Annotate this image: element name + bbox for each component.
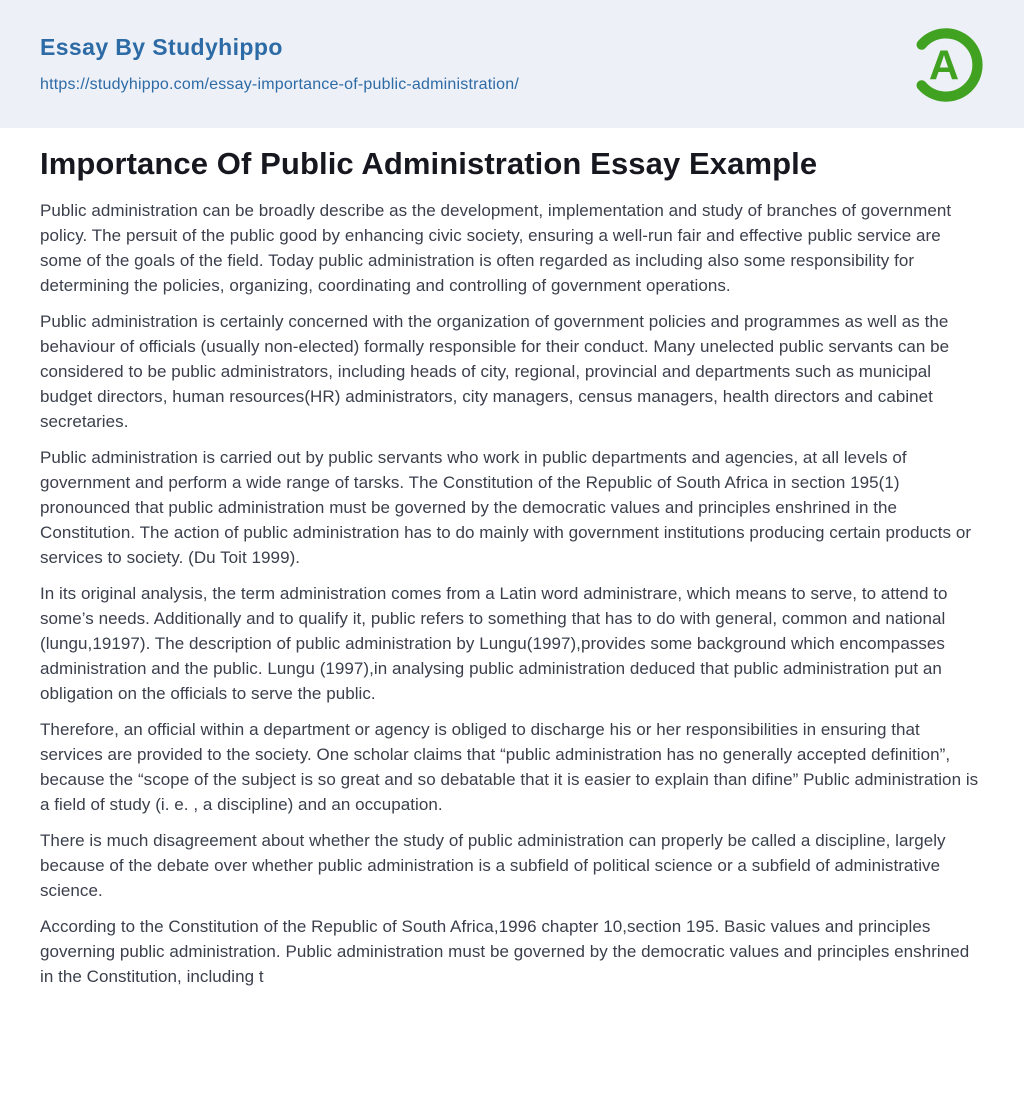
essay-paragraph: Public administration can be broadly describe as the development, implementation and study of branches of government policy. The persuit of the public good by enhancing civic society, ensuring a well-run fair and effective public service are some of the goals of the field. Today public administration is often regarded as including also some responsibility for determining the policies, organizing, coordinating and controlling of government operations. bbox=[40, 201, 952, 295]
essay-page bbox=[0, 128, 1024, 989]
essay-paragraph: Public administration is certainly concerned with the organization of government policies and programmes as well as the behaviour of officials (usually non-elected) formally responsible for their conduct. Many unelected public servants can be considered to be public administrators, including heads of city, regional, provincial and departments such as municipal budget directors, human resources(HR) administrators, city managers, census managers, health directors and cabinet secretaries. bbox=[40, 312, 950, 431]
essay-body bbox=[40, 198, 984, 989]
logo-letter: A bbox=[928, 41, 960, 89]
essay-url-link[interactable]: https://studyhippo.com/essay-importance-of-public-administration/ bbox=[40, 76, 519, 93]
essay-paragraph: Public administration is carried out by public servants who work in public departments and agencies, at all levels of government and perform a wide range of tarsks. The Constitution of the Republic of South Africa in section 195(1) pronounced that public administration must be governed by the democratic values and principles enshrined in the Constitution. The action of public administration has to do mainly with government institutions producing certain products or services to society. (Du Toit 1999). bbox=[40, 448, 972, 567]
essay-paragraph: According to the Constitution of the Republic of South Africa,1996 chapter 10,section 195. Basic values and principles governing public administration. Public administration must be governed by the democratic values and principles enshrined in the Constitution, including t bbox=[40, 917, 970, 986]
essay-title: Importance Of Public Administration Essay Example bbox=[40, 146, 818, 181]
header-text-block bbox=[40, 34, 519, 94]
site-header bbox=[0, 0, 1024, 128]
essay-paragraph: There is much disagreement about whether the study of public administration can properly be called a discipline, largely because of the debate over whether public administration is a subfield of political science or a subfield of administrative science. bbox=[40, 831, 946, 900]
site-title: Essay By Studyhippo bbox=[40, 34, 283, 60]
essay-paragraph: In its original analysis, the term administration comes from a Latin word administrare, which means to serve, to attend to some’s needs. Additionally and to qualify it, public refers to something that has to do with general, common and national (lungu,19197). The description of public administration by Lungu(1997),provides some background which encompasses administration and the public. Lungu (1997),in analysing public administration deduced that public administration put an obligation on the officials to serve the public. bbox=[40, 584, 948, 703]
studyhippo-logo-icon bbox=[904, 19, 984, 111]
essay-paragraph: Therefore, an official within a department or agency is obliged to discharge his or her responsibilities in ensuring that services are provided to the society. One scholar claims that “public administration has no generally accepted definition”, because the “scope of the subject is so great and so debatable that it is easier to explain than difine” Public administration is a field of study (i. e. , a discipline) and an occupation. bbox=[40, 720, 979, 814]
